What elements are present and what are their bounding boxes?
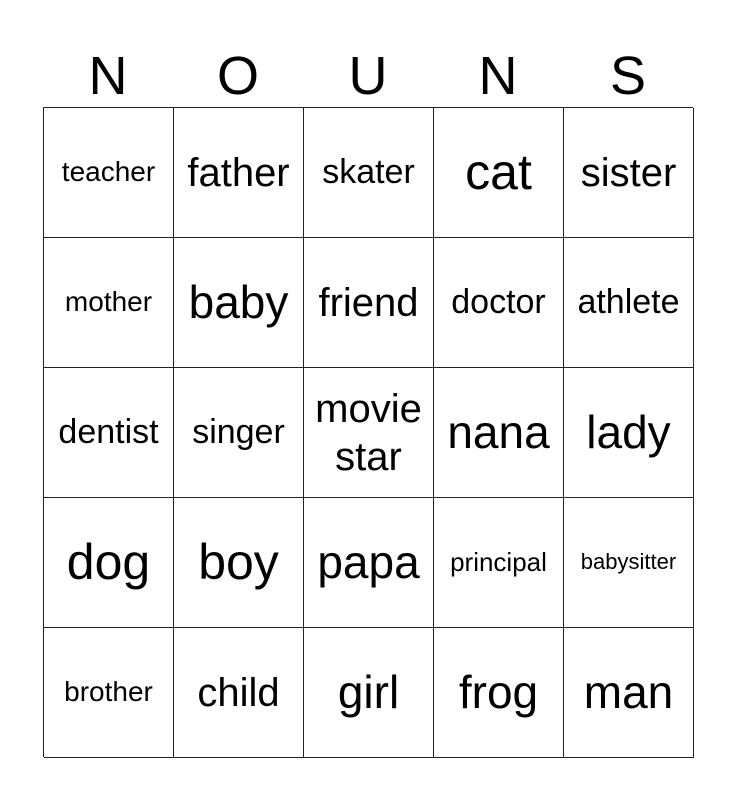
header-letter-o: O	[216, 46, 259, 106]
cell-word: movie star	[315, 386, 422, 479]
header-letter-n2: N	[478, 46, 518, 106]
cell-word: skater	[322, 152, 415, 191]
cell-word: father	[187, 150, 290, 195]
bingo-cell[interactable]	[564, 628, 694, 758]
cell-word: dog	[66, 534, 151, 590]
cell-word: nana	[447, 406, 550, 459]
bingo-cell[interactable]	[44, 628, 174, 758]
bingo-cell[interactable]	[304, 108, 434, 238]
cell-word: boy	[198, 534, 279, 590]
cell-word: singer	[192, 412, 285, 451]
bingo-cell[interactable]	[564, 238, 694, 368]
header-letter-u: U	[348, 46, 388, 106]
bingo-header	[43, 44, 693, 108]
bingo-cell[interactable]	[174, 238, 304, 368]
bingo-cell[interactable]	[434, 368, 564, 498]
cell-word: cat	[465, 144, 532, 200]
bingo-cell[interactable]	[304, 238, 434, 368]
header-letter-s: S	[609, 46, 647, 106]
bingo-cell[interactable]	[44, 238, 174, 368]
bingo-cell[interactable]	[304, 628, 434, 758]
cell-word: friend	[318, 280, 419, 325]
bingo-cell[interactable]	[44, 108, 174, 238]
cell-word: mother	[64, 286, 153, 318]
bingo-cell[interactable]	[434, 238, 564, 368]
cell-word: lady	[586, 406, 671, 459]
bingo-cell[interactable]	[174, 368, 304, 498]
header-letter-n: N	[88, 46, 128, 106]
bingo-cell[interactable]	[44, 368, 174, 498]
cell-word: baby	[188, 276, 289, 329]
bingo-cell[interactable]	[174, 108, 304, 238]
bingo-cell[interactable]	[44, 498, 174, 628]
cell-word: papa	[317, 536, 420, 589]
bingo-cell[interactable]	[174, 628, 304, 758]
cell-word: frog	[458, 666, 539, 719]
bingo-cell[interactable]	[434, 108, 564, 238]
cell-word: doctor	[451, 282, 546, 321]
cell-word: sister	[580, 150, 677, 195]
bingo-cell[interactable]	[174, 498, 304, 628]
cell-word: girl	[337, 666, 400, 719]
cell-word: babysitter	[580, 549, 677, 575]
cell-word: brother	[64, 676, 153, 708]
bingo-board	[43, 107, 693, 757]
bingo-cell[interactable]	[564, 498, 694, 628]
cell-word: principal	[450, 547, 547, 578]
cell-word: child	[197, 670, 280, 715]
cell-word: man	[583, 666, 674, 719]
cell-word: athlete	[577, 282, 680, 321]
cell-word: teacher	[61, 156, 156, 188]
bingo-cell[interactable]	[434, 498, 564, 628]
bingo-cell[interactable]	[564, 368, 694, 498]
cell-word: dentist	[58, 412, 159, 451]
bingo-cell[interactable]	[564, 108, 694, 238]
bingo-cell[interactable]	[434, 628, 564, 758]
bingo-cell[interactable]	[304, 498, 434, 628]
bingo-cell[interactable]	[304, 368, 434, 498]
